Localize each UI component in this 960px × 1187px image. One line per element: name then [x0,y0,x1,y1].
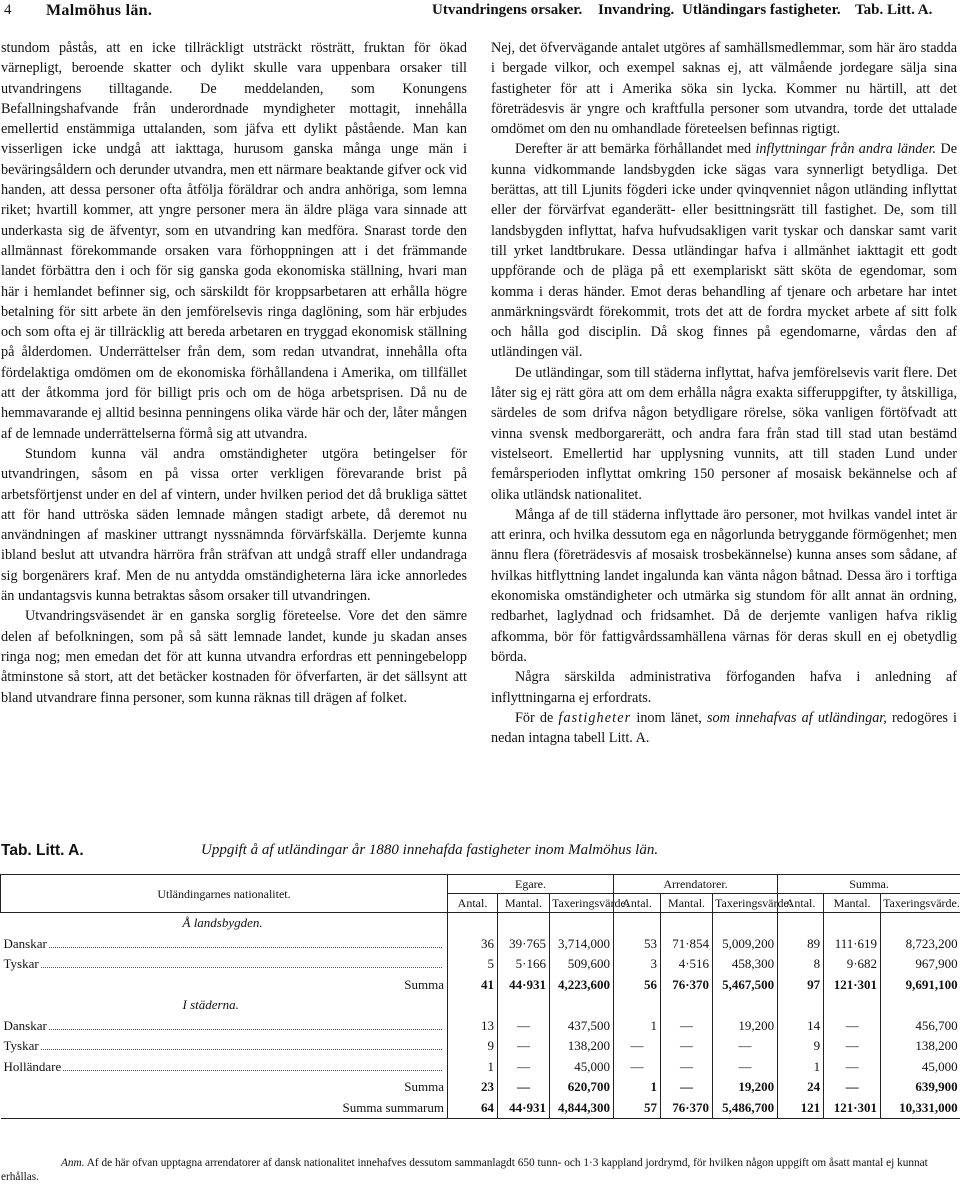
table-cell: 53 [614,934,661,955]
page-number: 4 [4,2,12,18]
table-cell: 10,331,000 [881,1098,960,1119]
table-cell: 64 [448,1098,498,1119]
left-column [1,38,467,708]
paragraph: Några särskilda administrativa förfoganden hafva i anledning af inflyttningarna ej erfordrats. [491,669,957,706]
running-section: Utvandringens orsaker. [432,2,583,18]
column-header: Mantal. [661,894,713,913]
table-cell: 4,223,600 [550,975,614,996]
table-cell: 111·619 [824,934,881,955]
table-cell: 4,844,300 [550,1098,614,1119]
row-label: Danskar [1,934,448,955]
table-cell: — [661,1016,713,1037]
table-cell: — [824,1077,881,1098]
paragraph: Många af de till städerna inflyttade äro personer, mot hvilkas vandel intet är att erinra, och hvilka dessutom ega en någorlunda betryggande förmögenhet; men ännu flera (företrädesvis af mosaisk trosbekännelse) kunna anses som sådane, af hvilkas hitflyttning landet ingalunda kan vänta någon båtnad. Dessa äro i torftiga ekonomiska omständigheter och utmärka sig stundom för allt annat än ordning, redbarhet, laglydnad och fridsamhet. Då de derjemte vanligen hafva riklig afkomma, bör för fattigvårdssamhällena värnas för deras skull en ej obetydlig börda. [491,506,957,665]
table-cell: 13 [448,1016,498,1037]
table-cell: 44·931 [498,975,550,996]
table-cell: — [661,1077,713,1098]
row-label: Tyskar [1,954,448,975]
running-section: Utländingars fastigheter. [682,2,841,18]
paragraph: Derefter är att bemärka förhållandet med inflyttningar från andra länder. De kunna vidkommande landsbygden icke sägas vara synnerligt betydliga. Det berättas, att till Ljunits fögderi icke under qvinqvenniet någon utländing inflyttat eller der förvärfvat eganderätt- eller besittningsrätt till fastighet. De, som till landsbygden inflyttat, hafva hufvudsakligen varit tyskar och danskar samt varit till yrket landtbrukare. Dessa utländingar hafva i allmänhet iakttagit ett godt uppförande och de pläga på ett exemplariskt sätt sköta de egendomar, som komma i deras händer. Emot deras behandling af tjenare och arbetare har intet anmärkningsvärdt förekommit, trots det att de fordra mycket arbete af sitt folk och hålla god disciplin. Då skog finnes på egendomarne, vårdas den af utländingen väl. [491,141,958,361]
emphasis: fastigheter [558,709,632,726]
table-cell: 44·931 [498,1098,550,1119]
table-row [1,1057,960,1078]
table-cell: — [498,1036,550,1057]
table-row [1,934,960,955]
row-label: Holländare [1,1057,448,1078]
table-cell: — [498,1016,550,1037]
table-cell: — [661,1036,713,1057]
table-cell: 36 [448,934,498,955]
sum-label: Summa [404,1079,444,1095]
table-cell: 639,900 [881,1077,960,1098]
page-header [0,2,960,24]
table-cell: 620,700 [550,1077,614,1098]
table-cell: 3,714,000 [550,934,614,955]
table-cell: 5 [448,954,498,975]
table-cell: 8 [778,954,824,975]
table-cell: 138,200 [881,1036,960,1057]
table-row [1,1016,960,1037]
table-cell: 1 [448,1057,498,1078]
group-header: Summa. [778,875,960,894]
paragraph: För de fastigheter inom länet, som innehafvas af utländingar, redogöres i nedan intagna tabell Litt. A. [491,709,957,747]
table-row [1,1077,960,1098]
paragraph: De utländingar, som till städerna inflyttat, hafva jemförelsevis varit flere. Det låter sig ej rätt göra att om dem erhålla några exakta sifferuppgifter, ty åtskilliga, särdeles de som drifva någon betydligare rörelse, söka vanligen förtöfvadt att vinna svensk medborgarerätt, och andra fara från stad till stad utan bestämd vistelseort. Emellertid har upplysning vunnits, att till staden Lund under femårsperioden inflyttat omkring 150 personer af mosaisk bekännelse och af olika utländsk nationalitet. [491,364,957,503]
table-cell: 57 [614,1098,661,1119]
table-cell: 5,467,500 [713,975,778,996]
table-cell: 45,000 [881,1057,960,1078]
section-heading: I städerna. [182,997,239,1013]
table-cell: — [498,1077,550,1098]
table-cell: — [824,1036,881,1057]
table-cell: 121·301 [824,1098,881,1119]
table-cell: 89 [778,934,824,955]
table-title [1,842,959,866]
table-cell: 56 [614,975,661,996]
table-cell: 9,691,100 [881,975,960,996]
table-cell: — [824,1057,881,1078]
table-cell: 19,200 [713,1077,778,1098]
table-cell: 45,000 [550,1057,614,1078]
table-cell: 76·370 [661,1098,713,1119]
row-label: Tyskar [1,1036,448,1057]
table-cell: — [824,1016,881,1037]
table-row [1,975,960,996]
table-cell: 121·301 [824,975,881,996]
column-header: Mantal. [498,894,550,913]
table-cell: 1 [614,1016,661,1037]
column-header: Antal. [448,894,498,913]
table-cell: 9 [448,1036,498,1057]
data-table [0,874,960,1119]
footnote-text: Af de här ofvan upptagna arrendatorer af dansk nationalitet innehafves dessutom sammanlagdt 650 tunn- och 1·3 kappland jordrymd, för hvilken någon uppgift om åsatt mantal ej kunnat erhållas. [1,1157,928,1183]
column-header: Antal. [614,894,661,913]
table-caption: Uppgift å af utländingar år 1880 innehafda fastigheter inom Malmöhus län. [201,842,659,858]
running-title: Malmöhus län. [46,2,153,19]
table-cell: — [614,1036,661,1057]
running-section: Invandring. [598,2,675,18]
table-cell: 9 [778,1036,824,1057]
emphasis: inflyttningar från andra länder. [755,141,937,158]
table-cell: 97 [778,975,824,996]
running-section: Tab. Litt. A. [855,2,933,18]
table-cell: — [498,1057,550,1078]
table-cell: 4·516 [661,954,713,975]
sum-label: Summa [404,976,444,992]
table-cell: 456,700 [881,1016,960,1037]
table-cell: 458,300 [713,954,778,975]
table-cell: 8,723,200 [881,934,960,955]
table-cell: — [713,1036,778,1057]
row-label: Danskar [1,1016,448,1037]
table-cell: 24 [778,1077,824,1098]
footnote [1,1156,959,1184]
paragraph: stundom påstås, att en icke tillräckligt utsträckt rösträtt, fruktan för ökad värnepligt, beroende skatter och dylikt skulle vara uppenbara orsaker till utvandringens tilltagande. De meddelanden, som Konungens Befallningshafvande från underordnade myndigheter mottagit, innehålla emellertid enstämmiga uttalanden, som jäfva ett dylikt påstående. Man kan visserligen icke undgå att iakttaga, hurusom ganska många unge män i beväringsåldern och derunder utvandra, men ett närmare beaktande gifver ock vid handen, att dessa personer ofta åtfölja föräldrar och andra anhöriga, som lemna riket; hvartill kommer, att yngre personer mera än äldre pläga vara sinnade att underkasta sig de äfventyr, som en utvandring kan medföra. Snarast torde den allmännast förekommande orsaken vara förhoppningen att i det främmande landet förbättra den i och för sig ganska goda ekonomiska ställning, hvari man här i hemlandet befinner sig, och särskildt för kroppsarbetaren att erhålla högre betalning för sitt arbete än den jemförelsevis ringa daglöning, som här erbjudes och som ofta ej är tillräcklig att bereda arbetaren en tryggad ekonomisk ställning på ålderdomen. Underrättelser från dem, som redan utvandrat, innehålla ofta fördelaktiga omdömen om de ekonomiska förhållandena i Amerika, om tillfället att der åtkomma jord för billigt pris och om de höga arbetsprisen. Då nu de hemmavarande ej alltid besinna penningens olika värde här och der, låter mången af de lemnade underrättelserna förmå sig att utvandra. [1,40,467,442]
column-header: Taxeringsvärde. [550,894,614,913]
table-cell: 437,500 [550,1016,614,1037]
table-cell: 14 [778,1016,824,1037]
table-cell: 76·370 [661,975,713,996]
table-cell: 5,009,200 [713,934,778,955]
table-cell: 121 [778,1098,824,1119]
table-row [1,1036,960,1057]
right-column [491,38,957,748]
column-header: Taxeringsvärde. [713,894,778,913]
table-cell: 5,486,700 [713,1098,778,1119]
table-cell: — [713,1057,778,1078]
column-header: Utländingarnes nationalitet. [1,875,448,913]
group-header: Egare. [448,875,614,894]
table-cell: 71·854 [661,934,713,955]
group-header: Arrendatorer. [614,875,778,894]
table-row [1,1098,960,1119]
emphasis: som innehafvas af utländingar, [706,709,887,726]
table-cell: 3 [614,954,661,975]
column-header: Mantal. [824,894,881,913]
paragraph: Utvandringsväsendet är en ganska sorglig företeelse. Vore det den sämre delen af befolkningen, som på så sätt lemnade landet, kunde ju skadan anses ringa nog; men emedan det för att kunna utvandra erfordras ett penningebelopp åtminstone så stort, att det betäcker kostnaden för öfverfarten, är det sällsynt att bland utvandrare finna personer, som kunna räknas till drägen af folket. [1,608,467,706]
table-cell: 509,600 [550,954,614,975]
paragraph: Stundom kunna väl andra omständigheter utgöra betingelser för utvandringen, såsom en på vissa orter verkligen förevarande brist på arbetsförtjenst under en del af vintern, under hvilken period det då brukliga sättet att för hand uttröska säden lemnade mången stadigt arbete, då deremot nu användningen af maskiner uttrangt nyssnämnda förvärfskälla. Derjemte kunna ibland beslut att utvandra härröra från sträfvan att undgå straff eller undandraga sig borgenärers kraf. Men de nu antydda omständigheterna lära icke annorledes än undantagsvis kunna betraktas såsom orsaker till utvandringen. [1,445,467,605]
table-cell: — [614,1057,661,1078]
column-header: Taxeringsvärde. [881,894,960,913]
table-cell: 19,200 [713,1016,778,1037]
table-cell: 41 [448,975,498,996]
table-cell: — [661,1057,713,1078]
footnote-prefix: Anm. [61,1157,85,1169]
table-cell: 967,900 [881,954,960,975]
table-cell: 1 [614,1077,661,1098]
section-heading: Å landsbygden. [182,915,263,931]
table-cell: 23 [448,1077,498,1098]
table-label: Tab. Litt. A. [1,842,84,859]
table-cell: 1 [778,1057,824,1078]
table-cell: 138,200 [550,1036,614,1057]
paragraph: Nej, det öfvervägande antalet utgöres af samhällsmedlemmar, som här äro stadda i bergade vilkor, och exempel saknas ej, att välmående jordegare sälja sina fastigheter för att i Amerika söka sin lycka. Kommer nu härtill, att det företrädesvis är yngre och kraftfulla personer som utvandra, torde det uttalade omdömet om den nu omhandlade företeelsen befinnas rigtigt. [491,40,957,138]
column-header: Antal. [778,894,824,913]
table-cell: 39·765 [498,934,550,955]
sum-label: Summa summarum [1,1098,448,1119]
table-cell: 5·166 [498,954,550,975]
table-row [1,954,960,975]
table-cell: 9·682 [824,954,881,975]
